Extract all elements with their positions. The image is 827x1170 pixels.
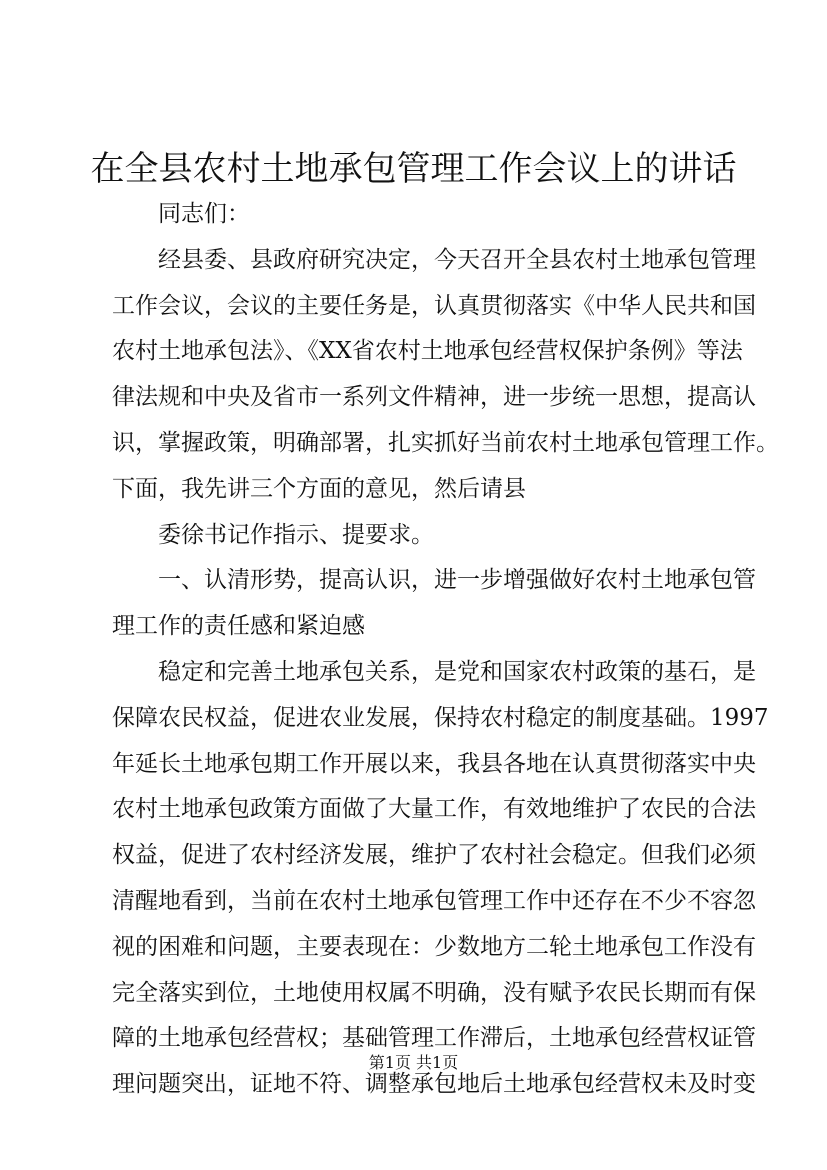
- text-line: 识，掌握政策，明确部署，扎实抓好当前农村土地承包管理工作。: [112, 429, 779, 456]
- text-line: 同志们：: [158, 201, 250, 227]
- paragraph: [112, 513, 724, 559]
- text-line: 完全落实到位，土地使用权属不明确，没有赋予农民长期而有保: [112, 979, 756, 1006]
- text-line: 经县委、县政府研究决定，今天召开全县农村土地承包管理: [158, 246, 756, 273]
- text-line: 稳定和完善土地承包关系，是党和国家农村政策的基石，是: [158, 658, 756, 685]
- text-line: 障的土地承包经营权；基础管理工作滞后，土地承包经营权证管: [112, 1025, 756, 1052]
- text-line: 农村土地承包政策方面做了大量工作，有效地维护了农民的合法: [112, 796, 756, 823]
- text-line: 工作会议，会议的主要任务是，认真贯彻落实《中华人民共和国: [112, 292, 756, 319]
- document-title: 在全县农村土地承包管理工作会议上的讲话: [90, 149, 737, 189]
- paragraph: [112, 238, 779, 513]
- paragraph: [112, 192, 724, 238]
- text-line: 理工作的责任感和紧迫感: [112, 613, 365, 640]
- text-line: 律法规和中央及省市一系列文件精神，进一步统一思想，提高认: [112, 384, 756, 411]
- text-line: 委徐书记作指示、提要求。: [158, 521, 434, 548]
- text-line: 清醒地看到，当前在农村土地承包管理工作中还存在不少不容忽: [112, 887, 756, 914]
- text-line: 年延长土地承包期工作开展以来，我县各地在认真贯彻落实中央: [112, 750, 756, 777]
- text-line: 农村土地承包法》、《XX省农村土地承包经营权保护条例》等法: [112, 338, 743, 365]
- text-line: 一、认清形势，提高认识，进一步增强做好农村土地承包管: [158, 567, 756, 594]
- paragraph: [112, 650, 769, 1108]
- page-footer: 第1页 共1页: [368, 1053, 459, 1072]
- text-line: 理问题突出，证地不符、调整承包地后土地承包经营权未及时变: [112, 1071, 756, 1098]
- section-heading: [112, 558, 756, 650]
- text-line: 视的困难和问题，主要表现在：少数地方二轮土地承包工作没有: [112, 933, 756, 960]
- text-line: 下面，我先讲三个方面的意见，然后请县: [112, 475, 526, 502]
- document-body: [112, 192, 779, 1108]
- text-line: 权益，促进了农村经济发展，维护了农村社会稳定。但我们必须: [112, 842, 756, 869]
- text-line: 保障农民权益，促进农业发展，保持农村稳定的制度基础。1997: [112, 704, 769, 731]
